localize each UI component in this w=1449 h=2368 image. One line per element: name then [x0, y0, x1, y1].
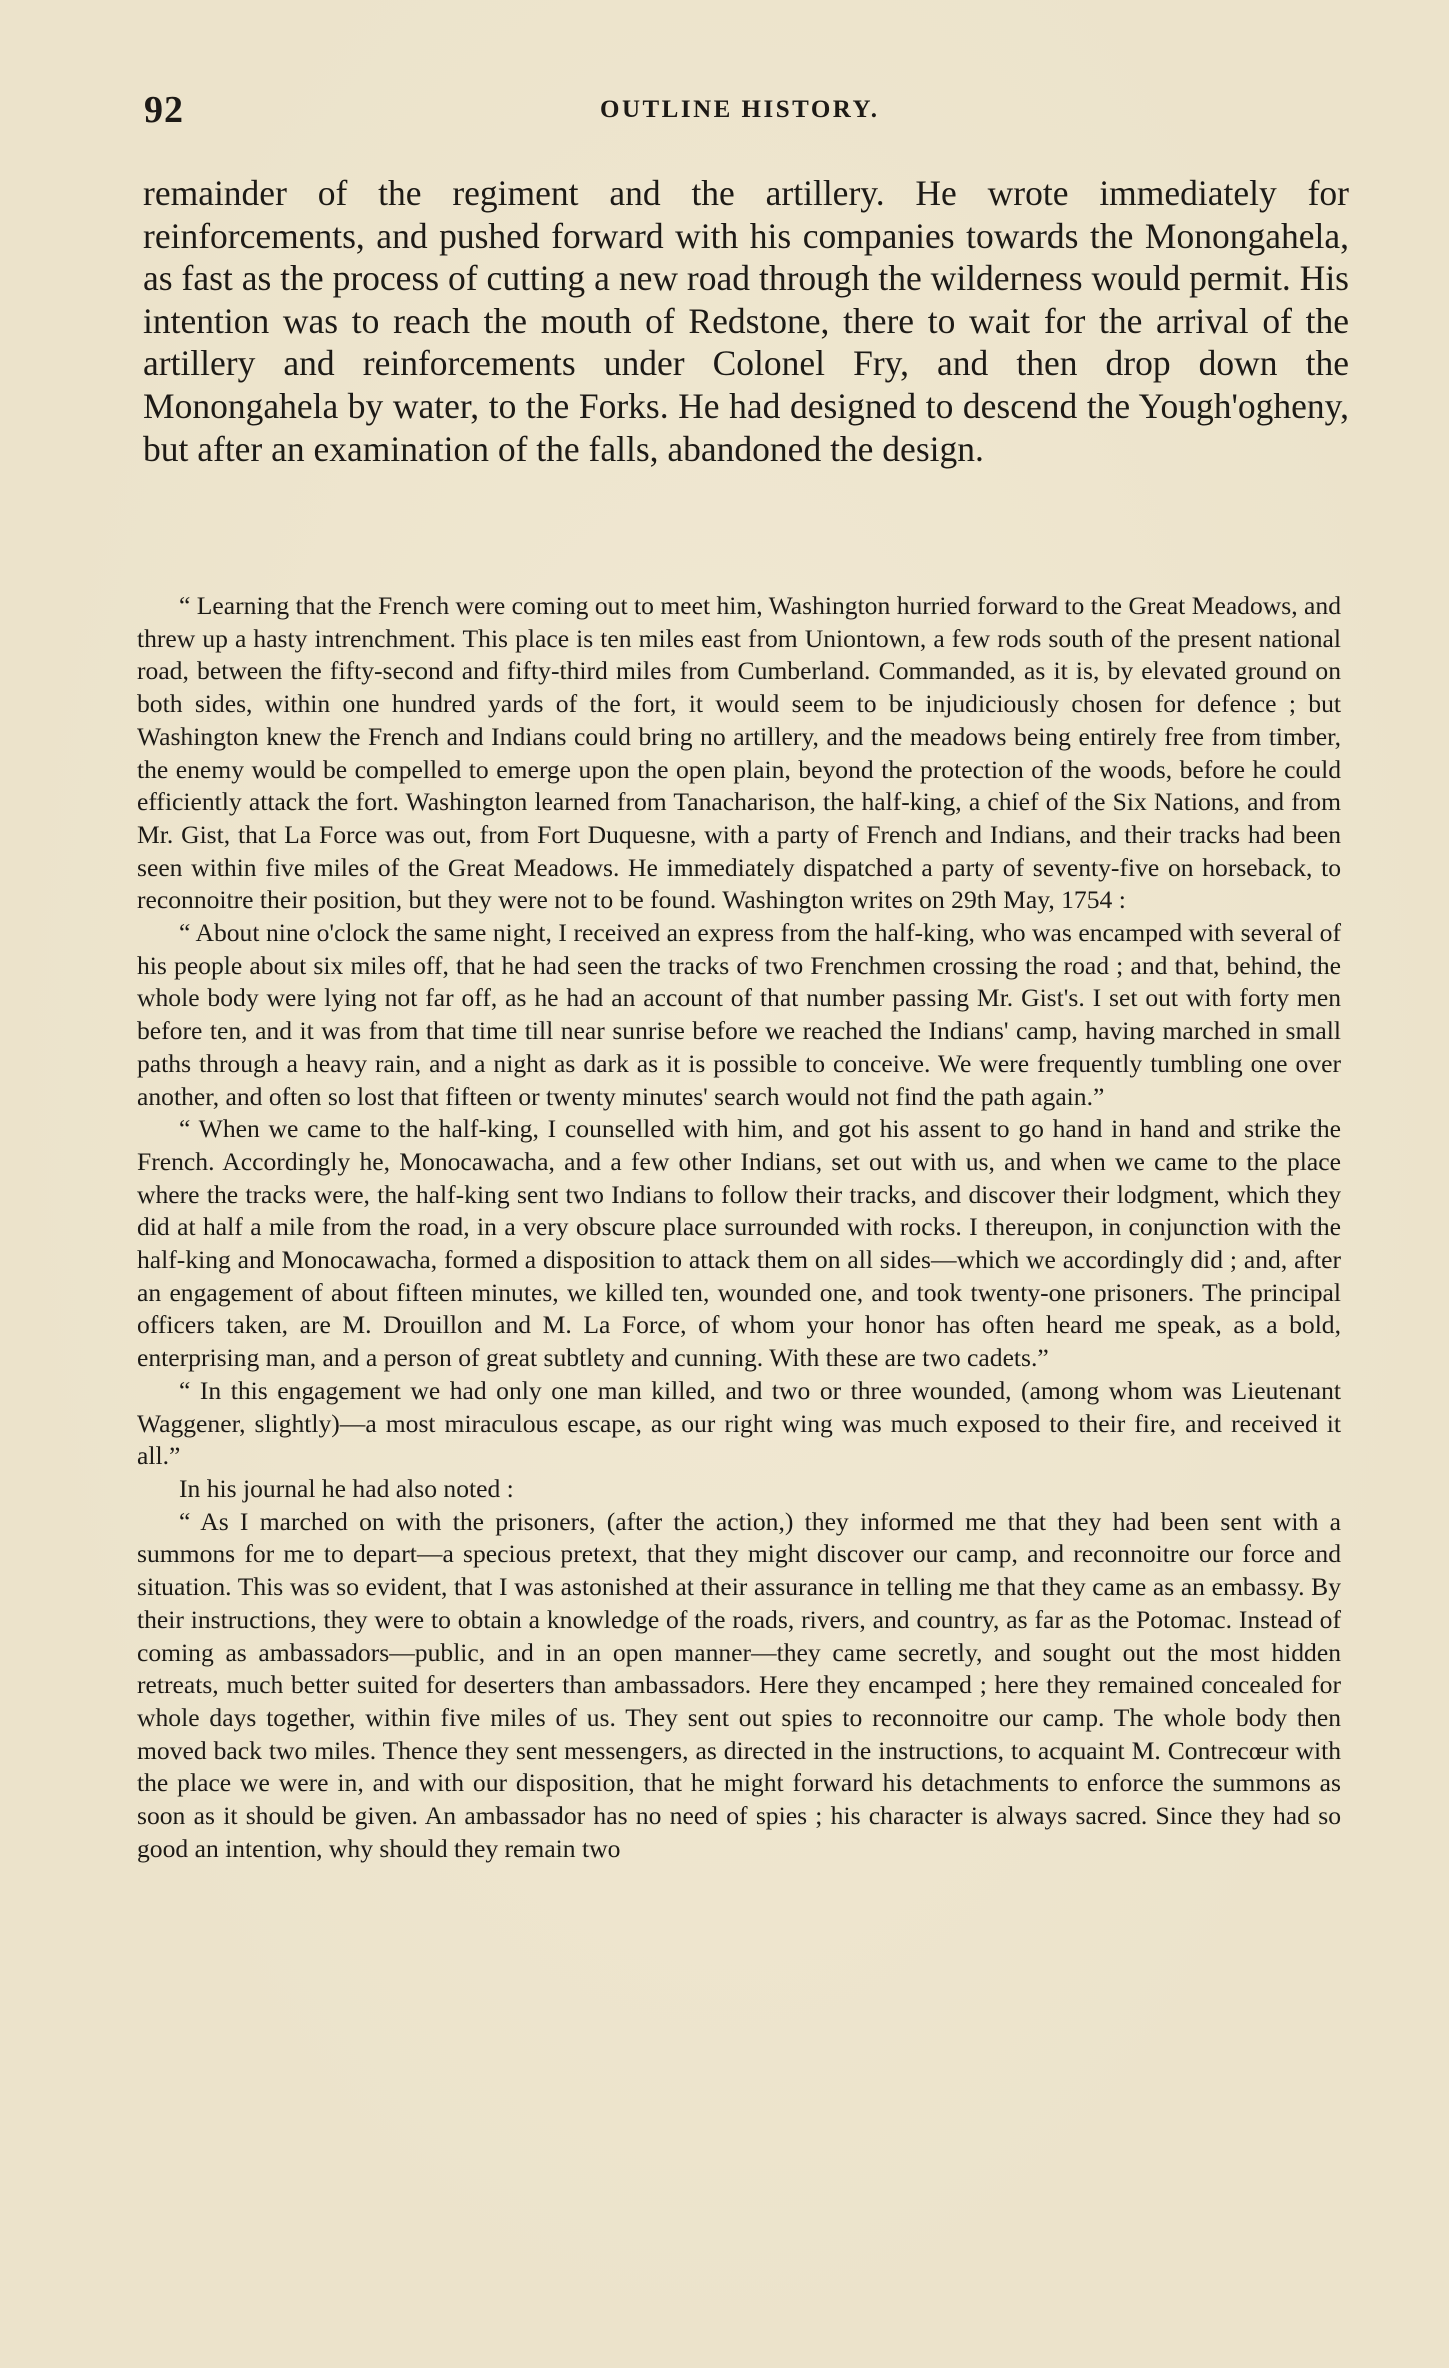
extract-paragraph-6: “ As I marched on with the prisoners, (after the action,) they informed me that they had been sent with a summons for me to depart—a specious pretext, that they might discover our camp, and reconnoitre our force and situation. This was so evident, that I was astonished at their assurance in telling me that they came as an embassy. By their instructions, they were to obtain a knowledge of the roads, rivers, and country, as far as the Potomac. Instead of coming as ambassadors—public, and in an open manner—they came secretly, and sought out the most hidden retreats, much better suited for deserters than ambassadors. Here they encamped ; here they remained concealed for whole days together, within five miles of us. They sent out spies to reconnoitre our camp. The whole body then moved back two miles. Thence they sent messengers, as directed in the instructions, to acquaint M. Contrecœur with the place we were in, and with our disposition, that he might forward his detachments to enforce the summons as soon as it should be given. An ambassador has no need of spies ; his character is always sacred. Since they had so good an intention, why should they remain two — [137, 1506, 1341, 1863]
extract-paragraph-5: In his journal he had also noted : — [179, 1473, 514, 1503]
running-title: OUTLINE HISTORY. — [600, 96, 880, 123]
quoted-extract — [137, 590, 1341, 1865]
page-number: 92 — [144, 89, 184, 131]
extract-paragraph-2: “ About nine o'clock the same night, I received an express from the half-king, who was encamped with several of his people about six miles off, that he had seen the tracks of two Frenchmen crossing the road ; and that, behind, the whole body were lying not far off, as he had an account of that number passing Mr. Gist's. I set out with forty men before ten, and it was from that time till near sunrise before we reached the Indians' camp, having marched in small paths through a heavy rain, and a night as dark as it is possible to conceive. We were frequently tumbling one over another, and often so lost that fifteen or twenty minutes' search would not find the path again.” — [137, 918, 1341, 1111]
extract-paragraph-4: “ In this engagement we had only one man killed, and two or three wounded, (among whom was Lieutenant Waggener, slightly)—a most miraculous escape, as our right wing was much exposed to their fire, and received it all.” — [137, 1375, 1341, 1471]
main-paragraph: remainder of the regiment and the artillery. He wrote immediately for reinforcements, and pushed forward with his companies towards the Monongahela, as fast as the process of cutting a new road through the wilderness would permit. His intention was to reach the mouth of Redstone, there to wait for the arrival of the artillery and reinforcements under Colonel Fry, and then drop down the Monongahela by water, to the Forks. He had designed to descend the Yough'ogheny, but after an examination of the falls, abandoned the design. — [143, 173, 1349, 469]
extract-paragraph-3: “ When we came to the half-king, I counselled with him, and got his assent to go hand in hand and strike the French. Accordingly he, Monocawacha, and a few other Indians, set out with us, and when we came to the place where the tracks were, the half-king sent two Indians to follow their tracks, and discover their lodgment, which they did at half a mile from the road, in a very obscure place surrounded with rocks. I thereupon, in conjunction with the half-king and Monocawacha, formed a disposition to attack them on all sides—which we accordingly did ; and, after an engagement of about fifteen minutes, we killed ten, wounded one, and took twenty-one prisoners. The principal officers taken, are M. Drouillon and M. La Force, of whom your honor has often heard me speak, as a bold, enterprising man, and a person of great subtlety and cunning. With these are two cadets.” — [137, 1114, 1341, 1373]
running-head — [144, 88, 1344, 136]
extract-paragraph-1: “ Learning that the French were coming out to meet him, Washington hurried forward to the Great Meadows, and threw up a hasty intrenchment. This place is ten miles east from Uniontown, a few rods south of the present national road, between the fifty-second and fifty-third miles from Cumberland. Commanded, as it is, by elevated ground on both sides, within one hundred yards of the fort, it would seem to be injudiciously chosen for defence ; but Washington knew the French and Indians could bring no artillery, and the meadows being entirely free from timber, the enemy would be compelled to emerge upon the open plain, beyond the protection of the woods, before he could efficiently attack the fort. Washington learned from Tanacharison, the half-king, a chief of the Six Nations, and from Mr. Gist, that La Force was out, from Fort Duquesne, with a party of French and Indians, and their tracks had been seen within five miles of the Great Meadows. He immediately dispatched a party of seventy-five on horseback, to reconnoitre their position, but they were not to be found. Washington writes on 29th May, 1754 : — [137, 591, 1341, 915]
